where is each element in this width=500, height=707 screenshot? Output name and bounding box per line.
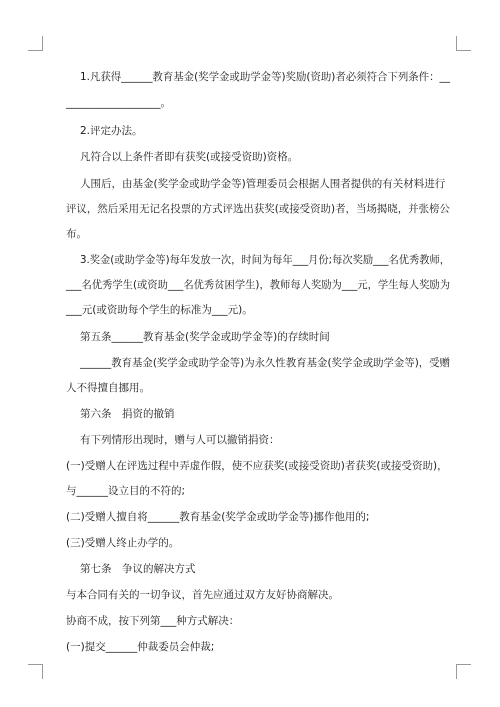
crop-mark-top-right [456, 36, 471, 51]
paragraph-line: 与______设立目的不符的; [66, 485, 186, 497]
clause-3-line-3: ___元(或资助每个学生的标准为___元)。 [66, 304, 253, 316]
paragraph-line: (二)受赠人擅自将______教育基金(奖学金或助学金等)挪作他用的; [66, 511, 370, 523]
article-5-heading: 第五条______教育基金(奖学金或助学金等)的存续时间 [80, 331, 330, 343]
article-7-heading: 第七条 争议的解决方式 [80, 563, 196, 575]
paragraph-line: (一)提交______仲裁委员会仲裁; [66, 641, 215, 653]
article-6-heading: 第六条 捐资的撤销 [80, 408, 175, 420]
paragraph-line: 布。 [66, 228, 87, 240]
paragraph-line: 有下列情形出现时，赠与人可以撤销捐资： [80, 434, 280, 446]
crop-mark-bottom-left [28, 664, 43, 679]
clause-1-line-2: __________________。 [66, 97, 171, 109]
paragraph-line: ______教育基金(奖学金或助学金等)为永久性教育基金(奖学金或助学金等)，受赠 [80, 357, 451, 369]
paragraph-line: (一)受赠人在评选过程中弄虚作假，使不应获奖(或接受资助)者获奖(或接受资助)， [66, 460, 448, 472]
paragraph-line: 协商不成，按下列第___种方式解决： [66, 615, 240, 627]
paragraph-line: (三)受赠人终止办学的。 [66, 537, 180, 549]
clause-3-line-2: ___名优秀学生(或资助___名优秀贫困学生)，教师每人奖励为___元，学生每人奖励为 [66, 279, 451, 291]
clause-1-line-1: 1.凡获得______教育基金(奖学金或助学金等)奖励(资助)者必须符合下列条件：__ [80, 71, 450, 83]
crop-mark-bottom-right [456, 664, 471, 679]
paragraph-line: 人围后，由基金(奖学金或助学金等)管理委员会根据人围者提供的有关材料进行 [80, 178, 446, 190]
clause-2-heading: 2.评定办法。 [80, 125, 143, 137]
crop-mark-top-left [28, 36, 43, 51]
paragraph-line: 与本合同有关的一切争议，首先应通过双方友好协商解决。 [66, 589, 339, 601]
paragraph-line: 凡符合以上条件者即有获奖(或接受资助)资格。 [80, 151, 299, 163]
paragraph-line: 人不得擅自挪用。 [66, 382, 150, 394]
paragraph-line: 评议，然后采用无记名投票的方式评选出获奖(或接受资助)者，当场揭晓，并张榜公 [66, 203, 450, 215]
clause-3-line-1: 3.奖金(或助学金等)每年发放一次，时间为每年___月份;每次奖励___名优秀教师， [80, 254, 451, 266]
